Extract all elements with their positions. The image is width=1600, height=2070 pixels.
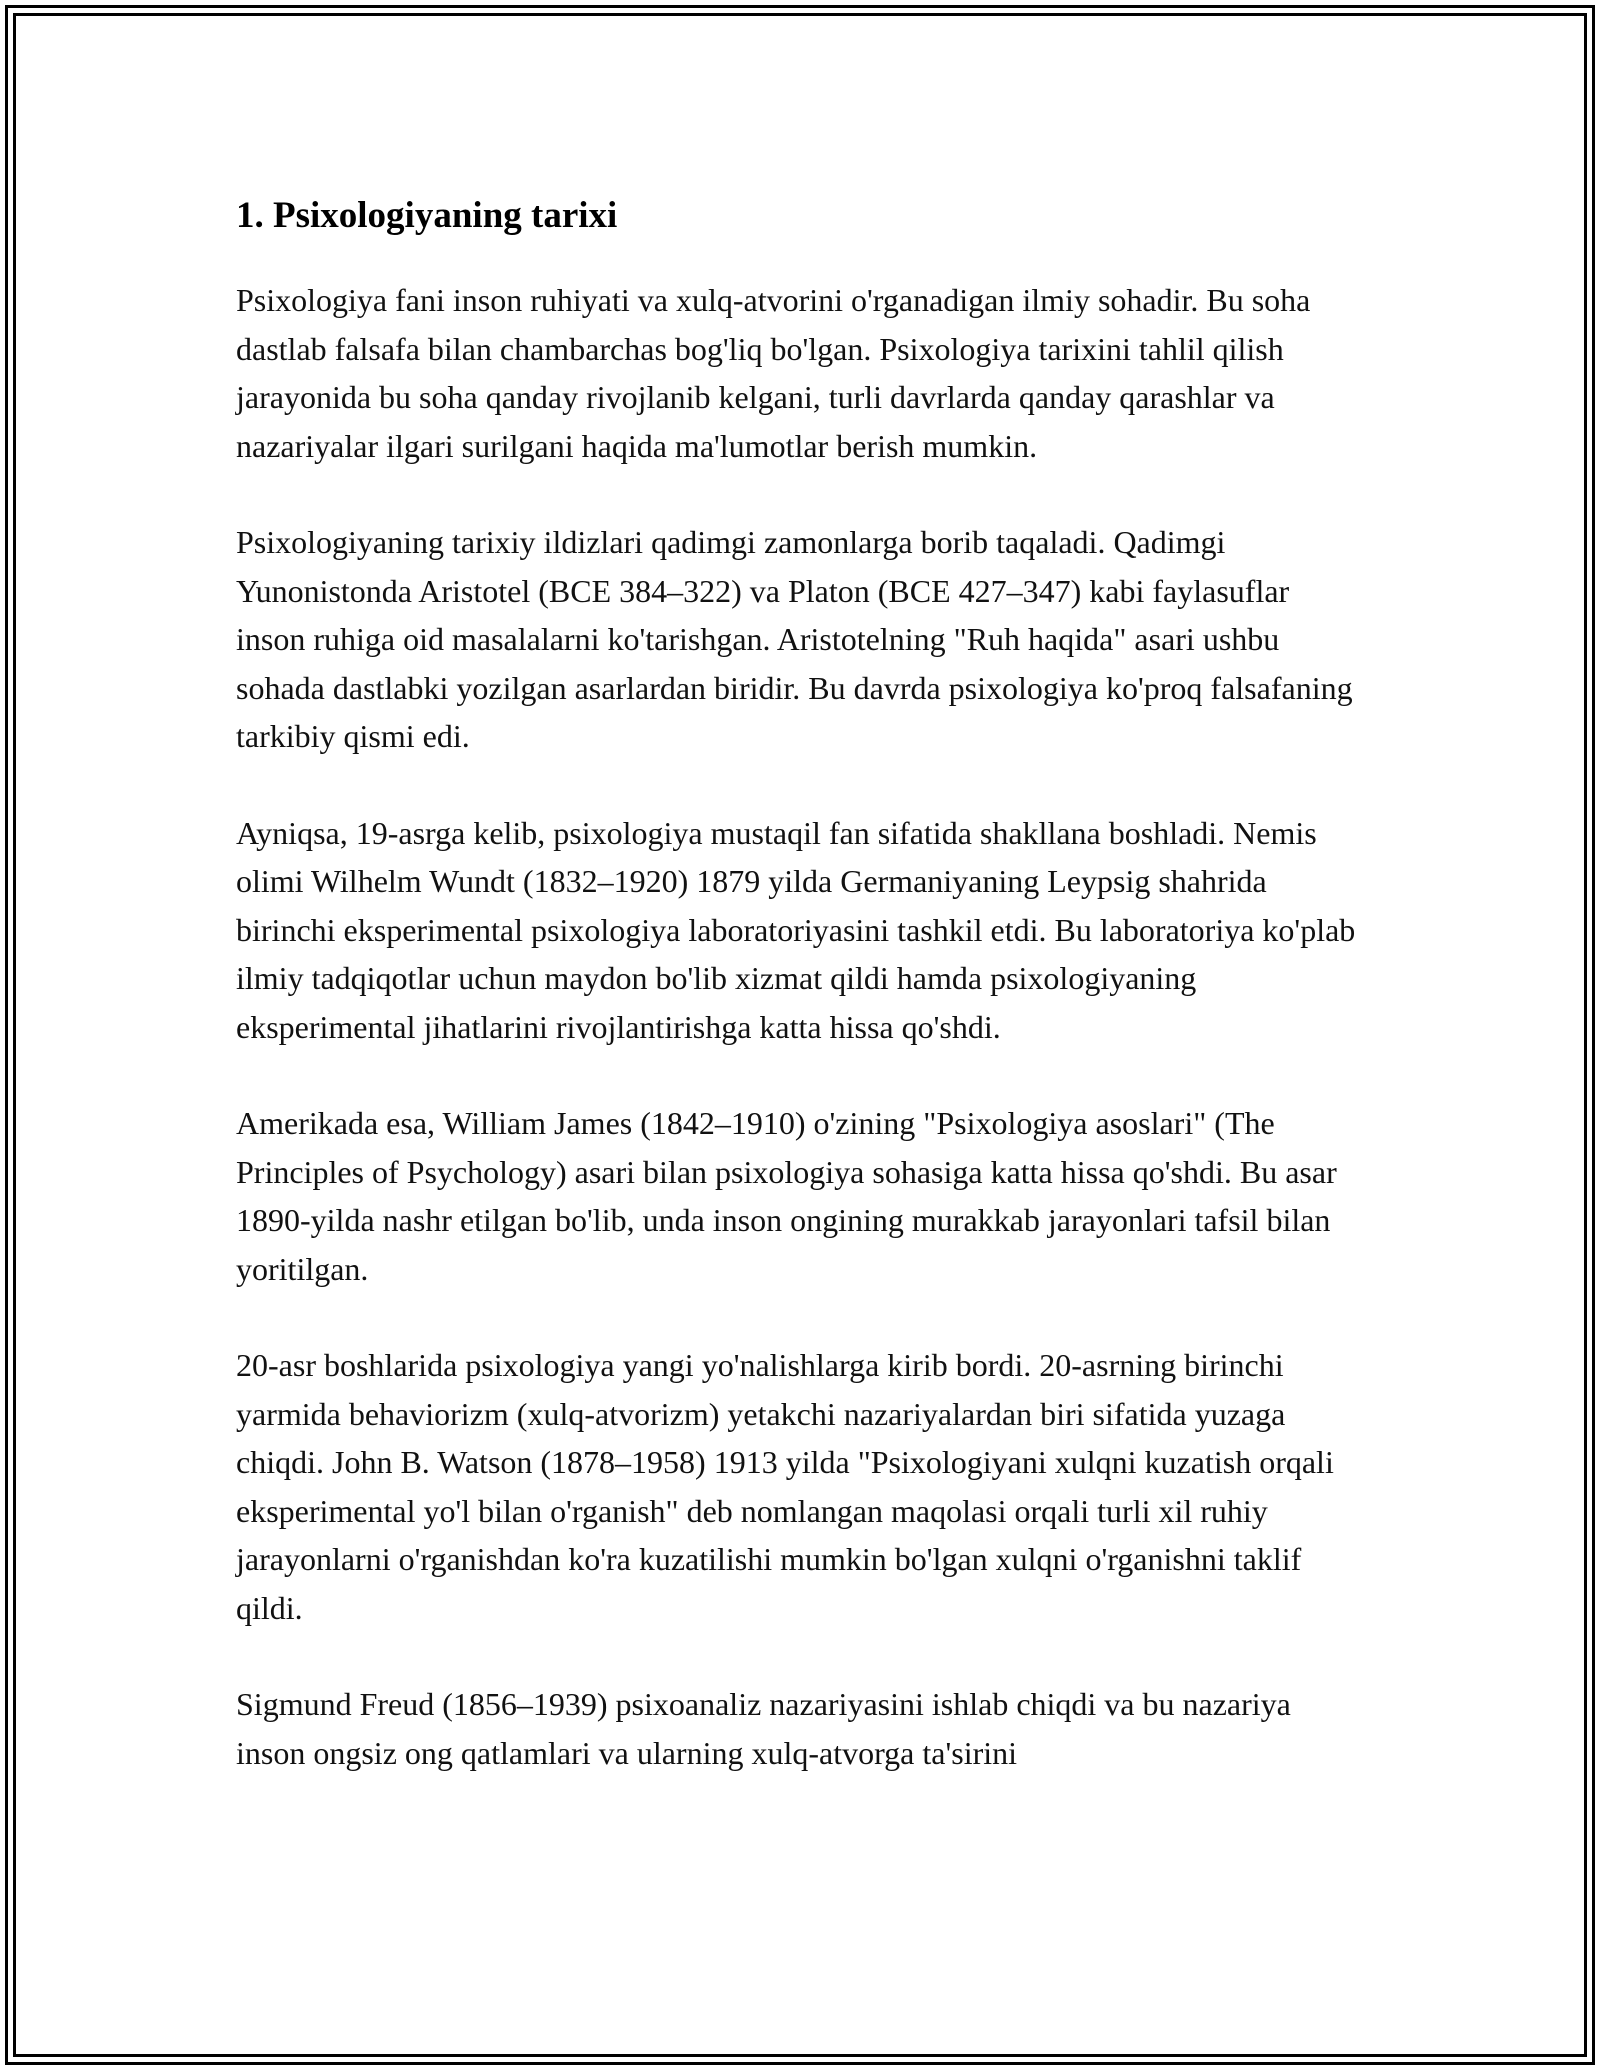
paragraph-freud: Sigmund Freud (1856–1939) psixoanaliz nazariyasini ishlab chiqdi va bu nazariya inson ongsiz ong qatlamlari va ularning xulq-atvorga ta'sirini	[236, 1686, 1291, 1771]
paragraph-19th-century: Ayniqsa, 19-asrga kelib, psixologiya mustaqil fan sifatida shakllana boshladi. Nemis olimi Wilhelm Wundt (1832–1920) 1879 yilda Germaniyaning Leypsig shahrida birinchi eksperimental psixologiya laboratoriyasini tashkil etdi. Bu laboratoriya ko'plab ilmiy tadqiqotlar uchun maydon bo'lib xizmat qildi hamda psixologiyaning eksperimental jihatlarini rivojlantirishga katta hissa qo'shdi.	[236, 814, 1356, 1045]
section-heading: 1. Psixologiyaning tarixi	[236, 195, 618, 236]
paragraph-william-james: Amerikada esa, William James (1842–1910) o'zining "Psixologiya asoslari" (The Principles of Psychology) asari bilan psixologiya sohasiga katta hissa qo'shdi. Bu asar 1890-yilda nashr etilgan bo'lib, unda inson ongining murakkab jarayonlari tafsil bilan yoritilgan.	[236, 1105, 1337, 1287]
paragraph-behaviorism: 20-asr boshlarida psixologiya yangi yo'nalishlarga kirib bordi. 20-asrning birinchi yarmida behaviorizm (xulq-atvorizm) yetakchi nazariyalardan biri sifatida yuzaga chiqdi. John B. Watson (1878–1958) 1913 yilda "Psixologiyani xulqni kuzatish orqali eksperimental yo'l bilan o'rganish" deb nomlangan maqolasi orqali turli xil ruhiy jarayonlarni o'rganishdan ko'ra kuzatilishi mumkin bo'lgan xulqni o'rganishni taklif qildi.	[236, 1347, 1334, 1626]
paragraph-ancient-roots: Psixologiyaning tarixiy ildizlari qadimgi zamonlarga borib taqaladi. Qadimgi Yunonistonda Aristotel (BCE 384–322) va Platon (BCE 427–347) kabi faylasuflar inson ruhiga oid masalalarni ko'tarishgan. Aristotelning "Ruh haqida" asari ushbu sohada dastlabki yozilgan asarlardan biridir. Bu davrda psixologiya ko'proq falsafaning tarkibiy qismi edi.	[236, 524, 1353, 754]
document-body	[236, 186, 1366, 1825]
paragraph-intro: Psixologiya fani inson ruhiyati va xulq-atvorini o'rganadigan ilmiy sohadir. Bu soha dastlab falsafa bilan chambarchas bog'liq bo'lgan. Psixologiya tarixini tahlil qilish jarayonida bu soha qanday rivojlanib kelgani, turli davrlarda qanday qarashlar va nazariyalar ilgari surilgani haqida ma'lumotlar berish mumkin.	[236, 282, 1311, 464]
